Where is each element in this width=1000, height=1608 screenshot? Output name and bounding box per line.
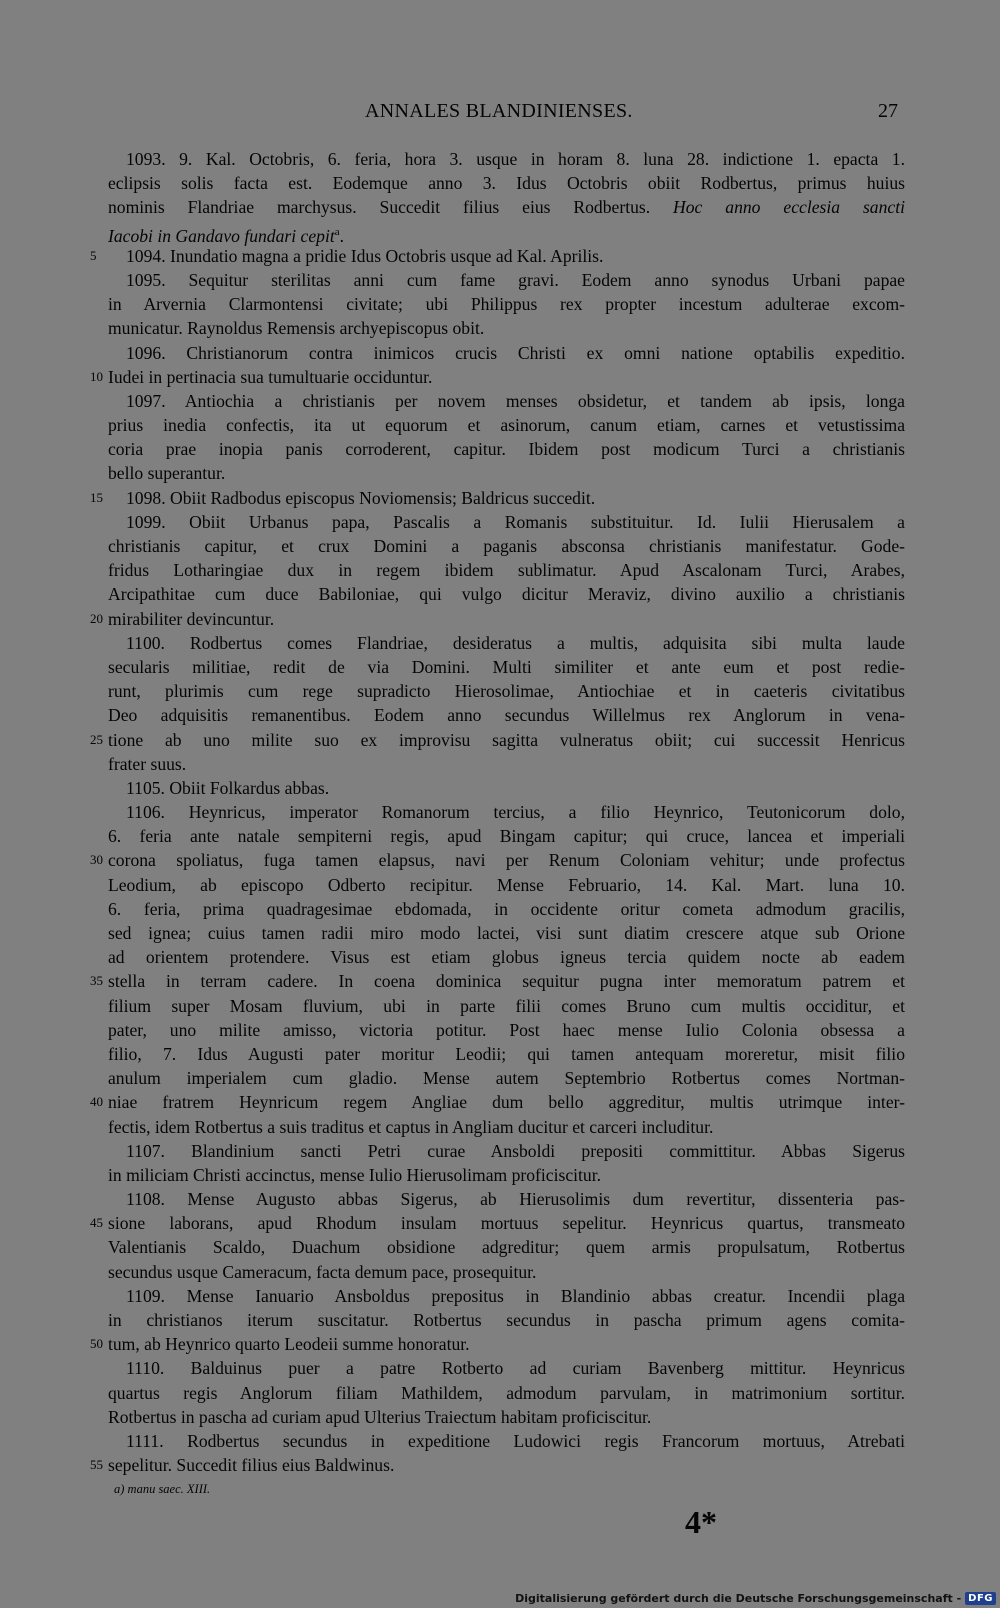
- line-text: eclipsis solis facta est. Eodemque anno 3. Idus Octobris obiit Rodbertus, primus huius: [108, 173, 905, 194]
- text-line: [108, 921, 905, 945]
- line-text: fridus Lotharingiae dux in regem ibidem sublimatur. Apud Ascalonam Turci, Arabes,: [108, 560, 905, 581]
- line-text: christianis capitur, et crux Domini a paganis absconsa christianis manifestatur. Gode-: [108, 536, 905, 556]
- text-line: [108, 945, 905, 969]
- line-number: 45: [90, 1215, 103, 1231]
- line-text: filium super Mosam fluvium, ubi in parte filii comes Bruno cum multis occiditur, et: [108, 995, 905, 1016]
- line-text: tum, ab Heynrico quarto Leodeii summe honoratur.: [108, 1334, 470, 1355]
- text-line: [108, 292, 905, 316]
- line-text: 1108. Mense Augusto abbas Sigerus, ab Hierusolimis dum revertitur, dissenteria pas-: [126, 1189, 905, 1210]
- text-line: [108, 1308, 905, 1332]
- line-number: 25: [90, 731, 103, 747]
- line-text: frater suus.: [108, 753, 187, 774]
- line-text: filio, 7. Idus Augusti pater moritur Leodii; qui tamen antequam moreretur, misit filio: [108, 1043, 905, 1064]
- signature-mark: 4*: [685, 1504, 717, 1540]
- text-line: [108, 389, 905, 413]
- text-line: [108, 510, 905, 534]
- line-number: 40: [90, 1094, 103, 1110]
- line-text: 1105. Obiit Folkardus abbas.: [126, 777, 330, 798]
- line-text: 1100. Rodbertus comes Flandriae, desideratus a multis, adquisita sibi multa laude: [126, 632, 905, 653]
- line-text: sed ignea; cuius tamen radii miro modo lactei, visi sunt diatim crescere atque sub Orione: [108, 923, 905, 943]
- text-line: [108, 1115, 905, 1139]
- text-line: [108, 679, 905, 703]
- text-line: [108, 873, 905, 897]
- line-text: 1095. Sequitur sterilitas anni cum fame gravi. Eodem anno synodus Urbani papae: [126, 269, 905, 290]
- text-line: [108, 655, 905, 679]
- text-line: [90, 1090, 905, 1114]
- running-header: [0, 100, 1000, 130]
- text-line: [90, 486, 905, 510]
- line-text: 1097. Antiochia a christianis per novem menses obsidetur, et tandem ab ipsis, longa: [126, 390, 905, 411]
- line-text: Arcipathitae cum duce Babiloniae, qui vulgo dicitur Meraviz, divino auxilio a christianis: [108, 584, 905, 605]
- line-text: mirabiliter devincuntur.: [108, 608, 275, 629]
- text-line: [108, 994, 905, 1018]
- line-text: sione laborans, apud Rhodum insulam mortuus sepelitur. Heynricus quartus, transmeato: [108, 1213, 905, 1234]
- line-text: 1096. Christianorum contra inimicos crucis Christi ex omni natione optabilis expeditio.: [126, 342, 905, 363]
- line-text: prius inedia confectis, ita ut equorum et asinorum, canum etiam, carnes et vetustissima: [108, 415, 905, 436]
- text-line: [90, 1332, 905, 1356]
- line-text: ad orientem protendere. Visus est etiam globus igneus tercia quidem nocte ab eadem: [108, 947, 905, 968]
- line-text: bello superantur.: [108, 463, 226, 484]
- text-line: [108, 703, 905, 727]
- page-number: 27: [878, 100, 898, 122]
- text-line: [108, 220, 905, 244]
- line-text: 1109. Mense Ianuario Ansboldus prepositus in Blandinio abbas creatur. Incendii plaga: [126, 1285, 905, 1306]
- text-line: [108, 341, 905, 365]
- text-line: [108, 824, 905, 848]
- text-line: [108, 195, 905, 219]
- text-line: [108, 752, 905, 776]
- digitization-text: Digitalisierung gefördert durch die Deutsche Forschungsgemeinschaft -: [515, 1591, 962, 1605]
- line-text: in christianos iterum suscitatur. Rotbertus secundus in pascha primum agens comita-: [108, 1310, 905, 1330]
- line-text: in Arvernia Clarmontensi civitate; ubi Philippus rex propter incestum adulterae excom-: [108, 294, 905, 315]
- text-line: [108, 582, 905, 606]
- line-text: sepelitur. Succedit filius eius Baldwinus.: [108, 1455, 395, 1476]
- digitization-credit: [515, 1590, 996, 1606]
- line-text: pater, uno milite amisso, victoria potitur. Post haec mense Iulio Colonia obsessa a: [108, 1019, 905, 1040]
- text-line: [108, 1356, 905, 1380]
- line-text: municatur. Raynoldus Remensis archyepiscopus obit.: [108, 318, 485, 339]
- line-text: tione ab uno milite suo ex improvisu sagitta vulneratus obiit; cui successit Henricus: [108, 729, 905, 750]
- line-text: 1106. Heynricus, imperator Romanorum tercius, a filio Heynrico, Teutonicorum dolo,: [126, 802, 905, 823]
- text-line: [108, 171, 905, 195]
- line-text: 1094. Inundatio magna a pridie Idus Octobris usque ad Kal. Aprilis.: [126, 245, 604, 266]
- line-text: Iudei in pertinacia sua tumultuarie occiduntur.: [108, 366, 433, 387]
- text-line: [90, 1211, 905, 1235]
- line-text: 1098. Obiit Radbodus episcopus Noviomensis; Baldricus succedit.: [126, 487, 596, 508]
- text-line: [108, 631, 905, 655]
- line-number: 15: [90, 489, 103, 505]
- annals-text-body: [90, 147, 905, 1477]
- text-line: [108, 316, 905, 340]
- line-text: fectis, idem Rotbertus a suis traditus et captus in Angliam ducitur et carceri includitur.: [108, 1116, 714, 1137]
- line-text: anulum imperialem cum gladio. Mense autem Septembrio Rotbertus comes Nortman-: [108, 1068, 905, 1089]
- line-text: secundus usque Cameracum, facta demum pace, prosequitur.: [108, 1261, 537, 1282]
- text-line: [108, 897, 905, 921]
- line-text: runt, plurimis cum rege supradicto Hierosolimae, Antiochiae et in caeteris civitatibus: [108, 681, 905, 702]
- text-line: [108, 437, 905, 461]
- text-line: [108, 268, 905, 292]
- text-line: [108, 1260, 905, 1284]
- text-line: [90, 244, 905, 268]
- text-line: [108, 1042, 905, 1066]
- text-line: [108, 1284, 905, 1308]
- line-text: secularis militiae, redit de via Domini. Multi similiter et ante eum et post redie-: [108, 656, 905, 677]
- line-number: 20: [90, 610, 103, 626]
- text-line: [108, 1018, 905, 1042]
- line-text: nominis Flandriae marchysus. Succedit filius eius Rodbertus.: [108, 197, 674, 218]
- line-text: coria prae inopia panis corroderent, capitur. Ibidem post modicum Turci a christianis: [108, 439, 905, 460]
- line-number: 35: [90, 973, 103, 989]
- text-line: [90, 848, 905, 872]
- line-text: corona spoliatus, fuga tamen elapsus, navi per Renum Coloniam vehitur; unde profectus: [108, 850, 905, 871]
- text-line: [108, 413, 905, 437]
- text-line: [108, 776, 905, 800]
- text-line: [108, 1163, 905, 1187]
- line-text: stella in terram cadere. In coena dominica sequitur pugna inter memoratum patrem et: [108, 971, 905, 992]
- text-line: [90, 365, 905, 389]
- footnote-marker: a: [334, 225, 340, 238]
- text-line: [108, 1139, 905, 1163]
- text-line: [90, 728, 905, 752]
- line-text: quartus regis Anglorum filiam Mathildem, admodum parvulam, in matrimonium sortitur.: [108, 1382, 905, 1403]
- line-text: 1093. 9. Kal. Octobris, 6. feria, hora 3. usque in horam 8. luna 28. indictione 1. epacta 1.: [126, 149, 905, 169]
- line-text: 6. feria, prima quadragesimae ebdomada, in occidente oritur cometa admodum gracilis,: [108, 898, 905, 919]
- text-line: [108, 1066, 905, 1090]
- line-number: 5: [90, 247, 97, 263]
- text-line: [108, 1429, 905, 1453]
- line-text: 1111. Rodbertus secundus in expeditione Ludowici regis Francorum mortuus, Atrebati: [126, 1430, 905, 1451]
- running-title: ANNALES BLANDINIENSES.: [365, 100, 633, 122]
- line-text: 1110. Balduinus puer a patre Rotberto ad curiam Bavenberg mittitur. Heynricus: [126, 1358, 905, 1379]
- line-italic-text: Iacobi in Gandavo fundari cepit: [108, 225, 335, 246]
- line-end-punct: .: [339, 225, 345, 246]
- line-text: Rotbertus in pascha ad curiam apud Ulterius Traiectum habitam proficiscitur.: [108, 1406, 652, 1427]
- text-line: [108, 147, 905, 171]
- line-text: 1099. Obiit Urbanus papa, Pascalis a Romanis substituitur. Id. Iulii Hierusalem a: [126, 511, 905, 532]
- line-number: 10: [90, 368, 103, 384]
- line-text: 1107. Blandinium sancti Petri curae Ansboldi prepositi committitur. Abbas Sigerus: [126, 1140, 905, 1161]
- line-text: Deo adquisitis remanentibus. Eodem anno secundus Willelmus rex Anglorum in vena-: [108, 705, 905, 726]
- dfg-logo: DFG: [965, 1592, 996, 1605]
- text-line: [108, 558, 905, 582]
- line-text: niae fratrem Heynricum regem Angliae dum bello aggreditur, multis utrimque inter-: [108, 1092, 905, 1113]
- text-line: [90, 1453, 905, 1477]
- text-line: [108, 534, 905, 558]
- line-text: Valentianis Scaldo, Duachum obsidione adgreditur; quem armis propulsatum, Rotbertus: [108, 1237, 905, 1258]
- text-line: [108, 1405, 905, 1429]
- text-line: [108, 1187, 905, 1211]
- line-number: 55: [90, 1457, 103, 1473]
- footnote: a) manu saec. XIII.: [114, 1482, 211, 1496]
- text-line: [108, 1235, 905, 1259]
- text-line: [108, 1381, 905, 1405]
- line-text: Leodium, ab episcopo Odberto recipitur. Mense Februario, 14. Kal. Mart. luna 10.: [108, 874, 905, 895]
- text-line: [90, 607, 905, 631]
- line-text: in miliciam Christi accinctus, mense Iulio Hierusolimam proficiscitur.: [108, 1164, 602, 1185]
- text-line: [108, 461, 905, 485]
- line-italic-text: Hoc anno ecclesia sancti: [673, 197, 905, 218]
- line-text: 6. feria ante natale sempiterni regis, apud Bingam capitur; qui cruce, lancea et imperiali: [108, 826, 905, 847]
- text-line: [90, 969, 905, 993]
- line-number: 30: [90, 852, 103, 868]
- line-number: 50: [90, 1336, 103, 1352]
- text-line: [108, 800, 905, 824]
